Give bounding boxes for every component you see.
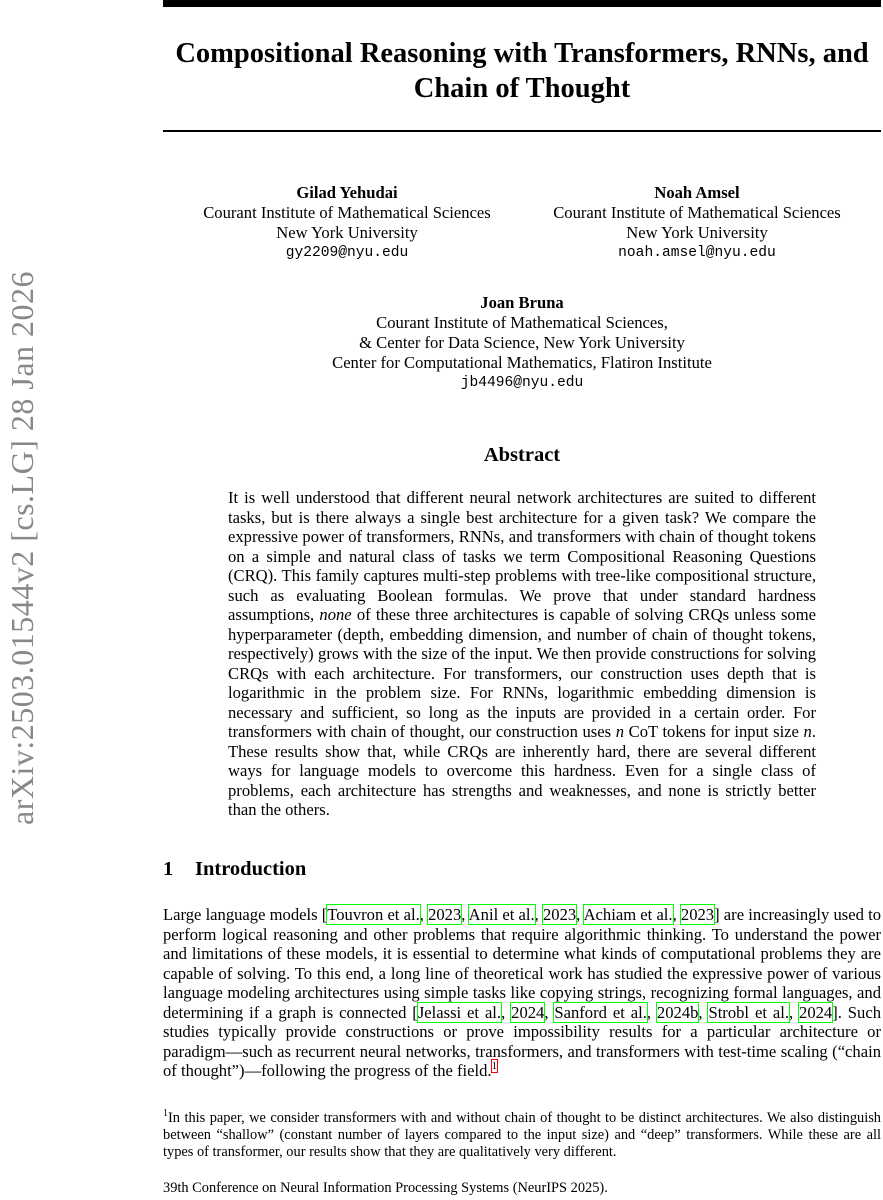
section-title: Introduction <box>195 858 307 880</box>
author-name: Joan Bruna <box>480 293 564 312</box>
paper-title: Compositional Reasoning with Transformers, RNNs, and Chain of Thought <box>175 38 869 104</box>
author-block-2 <box>513 183 881 263</box>
citation-link[interactable]: Strobl et al. <box>708 1002 789 1022</box>
author-affiliation: Courant Institute of Mathematical Sciences, <box>376 313 668 332</box>
author-block-1 <box>163 183 531 263</box>
author-name: Gilad Yehudai <box>296 183 398 202</box>
citation-link[interactable]: 2023 <box>428 905 462 924</box>
arxiv-identifier: arXiv:2503.01544v2 [cs.LG] 28 Jan 2026 <box>4 270 40 825</box>
citation-link[interactable]: Touvron et al. <box>327 905 420 924</box>
author-block-3 <box>163 293 881 393</box>
author-affiliation: New York University <box>276 223 418 242</box>
section-heading <box>163 858 306 881</box>
citation-link[interactable]: 2024 <box>511 1002 545 1022</box>
conference-note: 39th Conference on Neural Information Processing Systems (NeurIPS 2025). <box>163 1180 608 1196</box>
citation-link[interactable]: Achiam et al. <box>583 905 673 924</box>
abstract-body <box>228 488 816 820</box>
footnote-link[interactable]: 1 <box>491 1060 498 1073</box>
math-n: n <box>615 722 624 741</box>
author-affiliation: Center for Computational Mathematics, Flatiron Institute <box>332 353 712 372</box>
author-affiliation: & Center for Data Science, New York University <box>359 333 685 352</box>
abstract-text: of these three architectures is capable of solving CRQs unless some hyperparameter (depth, embedding dimension, and number of chain of thought tokens, respectively) grows with the size of the input. We then provide constructions for solving CRQs with each architecture. For transformers, our construction uses depth that is logarithmic in the problem size. For RNNs, logarithmic embedding dimension is necessary and sufficient, so long as the inputs are provided in a certain order. For transformers with chain of thought, our construction uses <box>228 605 816 741</box>
abstract-text: It is well understood that different neural network architectures are suited to different tasks, but is there always a single best architecture for a given task? We compare the expressive power of transformers, RNNs, and transformers with chain of thought tokens on a simple and natural class of tasks we term Compositional Reasoning Questions (CRQ). This family captures multi-step problems with tree-like compositional structure, such as evaluating Boolean formulas. We prove that under standard hardness assumptions, <box>228 488 816 624</box>
abstract-text: CoT tokens for input size <box>624 722 804 741</box>
author-email[interactable]: jb4496@nyu.edu <box>460 375 584 391</box>
citation-link[interactable]: Sanford et al. <box>554 1002 647 1022</box>
author-email[interactable]: gy2209@nyu.edu <box>285 245 409 261</box>
intro-text: ]. Such studies typically provide constructions or prove impossibility results for a particular architecture or paradigm—such as recurrent neural networks, transformers, and transformers with test-time scaling (“chain of thought”)—following the progress of the field. <box>163 1002 881 1080</box>
citation-link[interactable]: 2023 <box>680 905 715 924</box>
abstract-text: . These results show that, while CRQs are inherently hard, there are several different ways for language models to overcome this hardness. Even for a single class of problems, each architecture has strengths and weaknesses, and none is strictly better than the others. <box>228 722 816 819</box>
abstract-emphasis: none <box>319 605 352 624</box>
section-number: 1 <box>163 858 174 880</box>
intro-text: Large language models [ <box>163 905 328 924</box>
footnote-mark: 1 <box>163 1108 168 1119</box>
author-email[interactable]: noah.amsel@nyu.edu <box>618 245 776 261</box>
author-name: Noah Amsel <box>654 183 740 202</box>
citation-link[interactable]: 2023 <box>542 905 577 924</box>
author-affiliation: Courant Institute of Mathematical Sciences <box>203 203 491 222</box>
introduction-paragraph: Large language models [Touvron et al., 2023, Anil et al., 2023, Achiam et al., 2023] are increasingly used to perform logical reasoning and other problems that require algorithmic thinking. To understand the power and limitations of these models, it is essential to determine what kinds of computational problems they are capable of solving. To this end, a long line of theoretical work has studied the expressive power of various language modeling architectures using simple tasks like copying strings, recognizing formal languages, and determining if a graph is connected [Jelassi et al., 2024, Sanford et al., 2024b, Strobl et al., 2024]. Such studies typically provide constructions or prove impossibility results for a particular architecture or paradigm—such as recurrent neural networks, transformers, and transformers with test-time scaling (“chain of thought”)—following the progress of the field.$^1$ <box>163 905 882 1080</box>
author-affiliation: New York University <box>626 223 768 242</box>
footnote <box>163 1105 881 1162</box>
citation-link[interactable]: 2024b <box>656 1002 699 1022</box>
intro-text: ] are increasingly used to perform logical reasoning and other problems that require algorithmic thinking. To understand the power and limitations of these models, it is essential to determine what kinds of computational problems they are capable of solving. To this end, a long line of theoretical work has studied the expressive power of various language modeling architectures using simple tasks like copying strings, recognizing formal languages, and determining if a graph is connected [ <box>163 905 882 1022</box>
footnote-text: In this paper, we consider transformers with and without chain of thought to be distinct architectures. We also distinguish between “shallow” (constant number of layers compared to the input size) and “deep” transformers. While these are all types of transformer, our results show that they are qualitatively very different. <box>163 1109 881 1161</box>
math-n: n <box>803 722 812 741</box>
citation-link[interactable]: 2024 <box>799 1002 833 1022</box>
abstract-heading: Abstract <box>483 444 561 466</box>
citation-link[interactable]: Jelassi et al. <box>417 1002 502 1022</box>
title-bottom-rule <box>163 130 881 132</box>
title-top-rule <box>163 0 881 7</box>
citation-link[interactable]: Anil et al. <box>468 905 535 924</box>
author-affiliation: Courant Institute of Mathematical Sciences <box>553 203 841 222</box>
